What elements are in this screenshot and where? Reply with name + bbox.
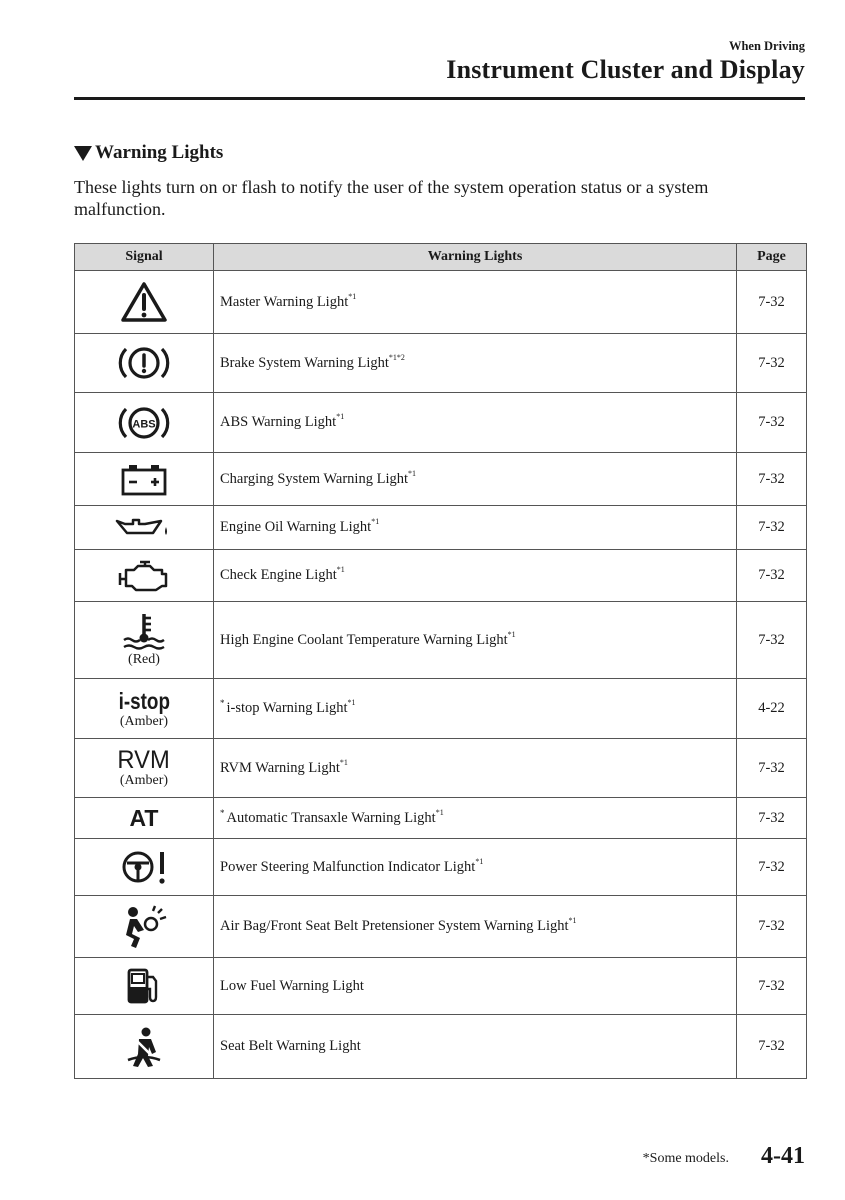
warning-light-name	[214, 679, 737, 739]
warning-light-label: Master Warning Light	[220, 293, 349, 310]
table-row	[75, 896, 807, 958]
low-fuel-icon	[124, 967, 164, 1005]
signal-cell	[75, 839, 214, 896]
page-reference: 7-32	[737, 506, 807, 550]
warning-light-label: Low Fuel Warning Light	[220, 977, 364, 994]
signal-color-note: (Amber)	[119, 773, 169, 788]
page-reference: 7-32	[737, 739, 807, 798]
warning-light-label: i-stop Warning Light	[226, 700, 348, 716]
page-reference: 7-32	[737, 271, 807, 334]
abs-warning-icon	[116, 401, 172, 445]
table-row	[75, 453, 807, 506]
abs-icon-text: ABS	[132, 418, 156, 430]
signal-cell	[75, 739, 214, 798]
table-row	[75, 271, 807, 334]
models-marker: *	[220, 807, 225, 818]
warning-light-name	[214, 271, 737, 334]
footnote-marker: *1	[348, 291, 357, 301]
page-reference: 7-32	[737, 798, 807, 839]
page-reference: 7-32	[737, 393, 807, 453]
page-reference: 7-32	[737, 602, 807, 679]
warning-light-name	[214, 602, 737, 679]
page-reference: 7-32	[737, 896, 807, 958]
page-reference: 7-32	[737, 1015, 807, 1079]
footnote-marker: *1	[408, 468, 416, 478]
signal-cell	[75, 896, 214, 958]
signal-color-note: (Red)	[128, 652, 160, 667]
brake-system-warning-icon	[116, 341, 172, 385]
warning-lights-column-header: Warning Lights	[214, 244, 737, 271]
page-title: Instrument Cluster and Display	[446, 55, 805, 84]
table-row	[75, 393, 807, 453]
warning-light-name	[214, 506, 737, 550]
footnote-marker: *1	[371, 517, 380, 526]
warning-light-name	[214, 958, 737, 1015]
warning-light-label: ABS Warning Light	[220, 414, 337, 430]
signal-cell	[75, 453, 214, 506]
warning-light-label: RVM Warning Light	[220, 759, 340, 776]
section-heading-text: Warning Lights	[95, 142, 224, 163]
signal-cell	[75, 798, 214, 839]
warning-light-label: Brake System Warning Light	[220, 354, 389, 371]
warning-light-name	[214, 1015, 737, 1079]
table-row	[75, 798, 807, 839]
page-reference: 7-32	[737, 839, 807, 896]
coolant-temperature-icon	[120, 612, 168, 652]
table-row	[75, 679, 807, 739]
power-steering-icon	[118, 847, 170, 887]
table-row	[75, 550, 807, 602]
models-marker: *	[220, 698, 225, 708]
footnote-marker: *1	[435, 807, 444, 817]
table-row	[75, 1015, 807, 1079]
engine-oil-warning-icon	[115, 515, 173, 541]
page-reference: 7-32	[737, 334, 807, 393]
warning-light-name	[214, 334, 737, 393]
table-row	[75, 334, 807, 393]
signal-cell	[75, 506, 214, 550]
warning-light-label: Engine Oil Warning Light	[220, 519, 372, 535]
warning-light-label: High Engine Coolant Temperature Warning Light	[220, 631, 508, 648]
check-engine-icon	[116, 559, 172, 593]
page-reference: 7-32	[737, 453, 807, 506]
table-row	[75, 839, 807, 896]
footnote-marker: *1	[507, 629, 516, 639]
signal-cell	[75, 271, 214, 334]
rvm-icon: RVM	[117, 746, 171, 774]
warning-lights-table	[74, 243, 807, 1079]
warning-light-name	[214, 550, 737, 602]
section-label: When Driving	[728, 39, 805, 53]
i-stop-icon: i-stop	[118, 687, 170, 714]
at-icon: AT	[129, 805, 159, 831]
footnote-marker: *1	[568, 916, 577, 925]
warning-light-label: Air Bag/Front Seat Belt Pretensioner System Warning Light	[220, 918, 569, 934]
signal-color-note: (Amber)	[119, 713, 169, 729]
warning-light-label: Charging System Warning Light	[220, 470, 408, 487]
section-heading	[74, 142, 223, 164]
master-warning-icon	[119, 280, 169, 324]
footnote-marker: *1	[347, 698, 356, 707]
warning-light-name	[214, 453, 737, 506]
signal-cell	[75, 393, 214, 453]
page-reference: 7-32	[737, 958, 807, 1015]
footnote-marker: *1*2	[388, 352, 405, 362]
warning-light-name	[214, 393, 737, 453]
footnote-marker: *1	[475, 856, 484, 866]
page-number: 4-41	[761, 1143, 805, 1169]
page-reference: 4-22	[737, 679, 807, 739]
footnote-marker: *1	[336, 412, 345, 421]
footnote-marker: *1	[336, 565, 345, 574]
table-row	[75, 739, 807, 798]
signal-column-header: Signal	[75, 244, 214, 271]
seat-belt-icon	[122, 1026, 166, 1068]
page-column-header: Page	[737, 244, 807, 271]
warning-light-name	[214, 739, 737, 798]
intro-paragraph: These lights turn on or flash to notify the user of the system operation status or a system malfunction.	[74, 177, 709, 219]
warning-light-name	[214, 839, 737, 896]
table-row	[75, 506, 807, 550]
warning-light-label: Seat Belt Warning Light	[220, 1038, 361, 1054]
title-divider	[74, 97, 805, 100]
table-row	[75, 958, 807, 1015]
table-header-row	[75, 244, 807, 271]
warning-light-label: Automatic Transaxle Warning Light	[226, 809, 436, 826]
footnote-marker: *1	[339, 757, 348, 767]
warning-light-name	[214, 896, 737, 958]
warning-light-label: Power Steering Malfunction Indicator Light	[220, 858, 476, 875]
charging-system-warning-icon	[119, 462, 169, 496]
table-row	[75, 602, 807, 679]
triangle-down-icon	[74, 146, 92, 161]
signal-cell	[75, 1015, 214, 1079]
signal-cell	[75, 334, 214, 393]
signal-cell	[75, 550, 214, 602]
warning-light-name	[214, 798, 737, 839]
page-reference: 7-32	[737, 550, 807, 602]
signal-cell	[75, 958, 214, 1015]
footnote: *Some models.	[642, 1151, 729, 1166]
air-bag-icon	[120, 904, 168, 950]
warning-light-label: Check Engine Light	[220, 567, 337, 583]
signal-cell	[75, 602, 214, 679]
signal-cell	[75, 679, 214, 739]
